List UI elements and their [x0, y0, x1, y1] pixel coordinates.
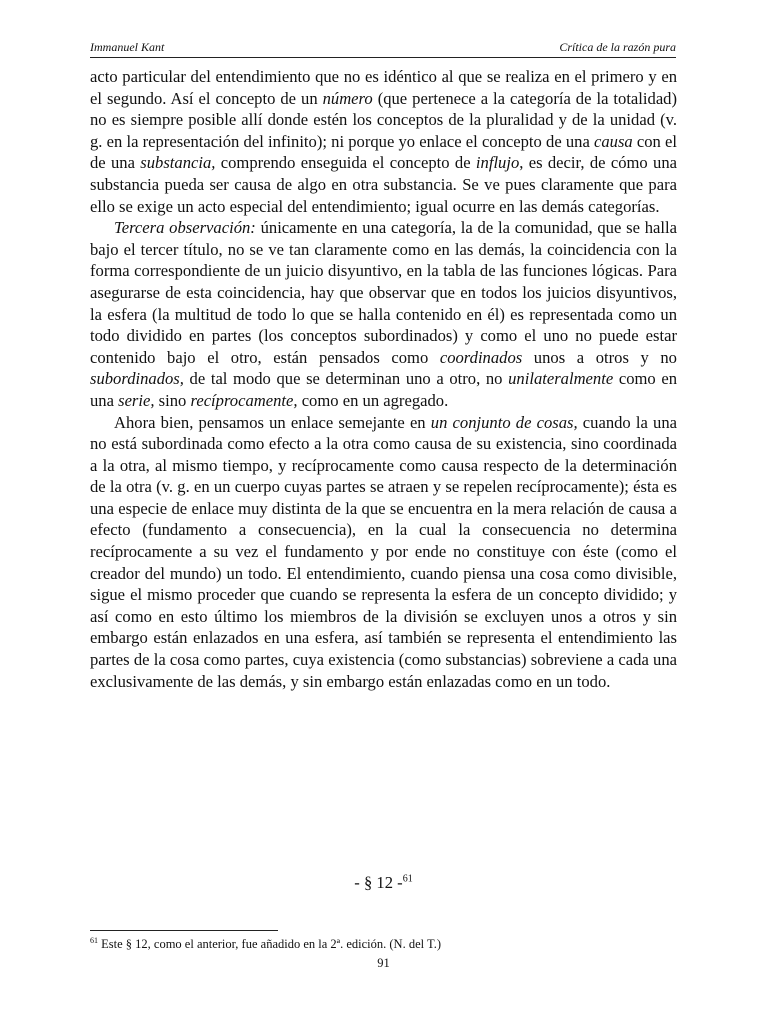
paragraph: [90, 412, 677, 693]
page-number: 91: [377, 956, 390, 970]
text-run: como en una: [90, 369, 678, 410]
italic-text: influjo: [475, 153, 520, 173]
text-run: cuando la una no está subordinada como efecto a la otra como causa de su existencia, sino coordinada a la otra, al mismo tiempo, y recíprocamente como causa respecto de la determinación de la otra (v. g. en un cuerpo cuyas partes se atraen y se repelen recíprocamente); ésta es una especie de enlace muy distinta de la que se encuentra en la mera relación de causa a efecto (fundamento a consecuencia), en la cual la consecuencia no determina recíprocamente a su vez el fundamento y por ende no constituye con éste (como el creador del mundo) un todo. El entendimiento, cuando piensa una cosa como divisible, sigue el mismo proceder que cuando se representa la esfera de un concepto dividido; y así como en esto último los miembros de la división se excluyen unos a otros y sin embargo están enlazados en una esfera, así también se representa el entendimiento las partes de la cosa como partes, cuya existencia (como substancias) sobreviene a cada una exclusivamente de las demás, y sin embargo están enlazadas como en un todo.: [90, 412, 677, 691]
footnote: [90, 936, 677, 952]
footnote-reference: 61: [402, 873, 413, 885]
body-text: [90, 66, 677, 692]
footnote-number: 61: [90, 936, 98, 945]
text-run: acto particular del entendimiento que no es idéntico al que se realiza en el primero y en el segundo. Así el concepto de un: [90, 67, 677, 108]
running-header: [90, 40, 676, 58]
text-run: como en un agregado.: [297, 390, 449, 410]
italic-text: substancia,: [140, 153, 216, 173]
italic-text: número: [322, 88, 373, 108]
italic-text: un conjunto de cosas,: [430, 412, 578, 432]
text-run: sino: [154, 390, 191, 410]
footnote-text: Este § 12, como el anterior, fue añadido en la 2ª. edición. (N. del T.): [98, 937, 441, 952]
text-run: Ahora bien, pensamos un enlace semejante en: [114, 412, 431, 432]
text-run: (que pertenece a la categoría de la totalidad) no es siempre posible allí donde estén los conceptos de la pluralidad y de la unidad (v. g. en la representación del infinito); ni porque yo enlace el concepto de una: [90, 88, 678, 151]
italic-text: serie,: [118, 390, 155, 410]
text-run: unos a otros y no: [522, 347, 677, 367]
paragraph: [90, 217, 677, 411]
text-run: de tal modo que se determinan uno a otro, no: [183, 369, 509, 389]
paragraph: [90, 66, 677, 217]
italic-text: subordinados,: [90, 369, 184, 389]
section-heading: [90, 873, 677, 893]
header-author: Immanuel Kant: [90, 40, 165, 54]
section-heading-text: - § 12 -: [354, 873, 403, 892]
italic-text: causa: [594, 131, 633, 151]
text-run: comprendo enseguida el concepto de: [215, 153, 476, 173]
italic-text: Tercera observación:: [114, 218, 256, 238]
italic-text: recíprocamente,: [190, 390, 298, 410]
text-run: únicamente en una categoría, la de la comunidad, que se halla bajo el tercer título, no se ve tan claramente como en las demás, la coincidencia con la forma correspondiente de un juicio disyuntivo, en la tabla de las funciones lógicas. Para asegurarse de esta coincidencia, hay que observar que en todos los juicios disyuntivos, la esfera (la multitud de todo lo que se halla contenido en él) es representada como un todo dividido en partes (los conceptos subordinados) y como el uno no puede estar contenido bajo el otro, están pensados como: [90, 218, 677, 367]
italic-text: coordinados: [439, 347, 523, 367]
text-run: con el de una: [90, 131, 678, 173]
text-run: , es decir, de cómo una substancia pueda ser causa de algo en otra substancia. Se ve pues claramente que para ello se exige un acto especial del entendimiento; igual ocurre en las demás categorías.: [90, 153, 678, 216]
header-book-title: Crítica de la razón pura: [559, 40, 676, 54]
footnote-separator: [90, 930, 278, 931]
italic-text: unilateralmente: [508, 369, 614, 389]
